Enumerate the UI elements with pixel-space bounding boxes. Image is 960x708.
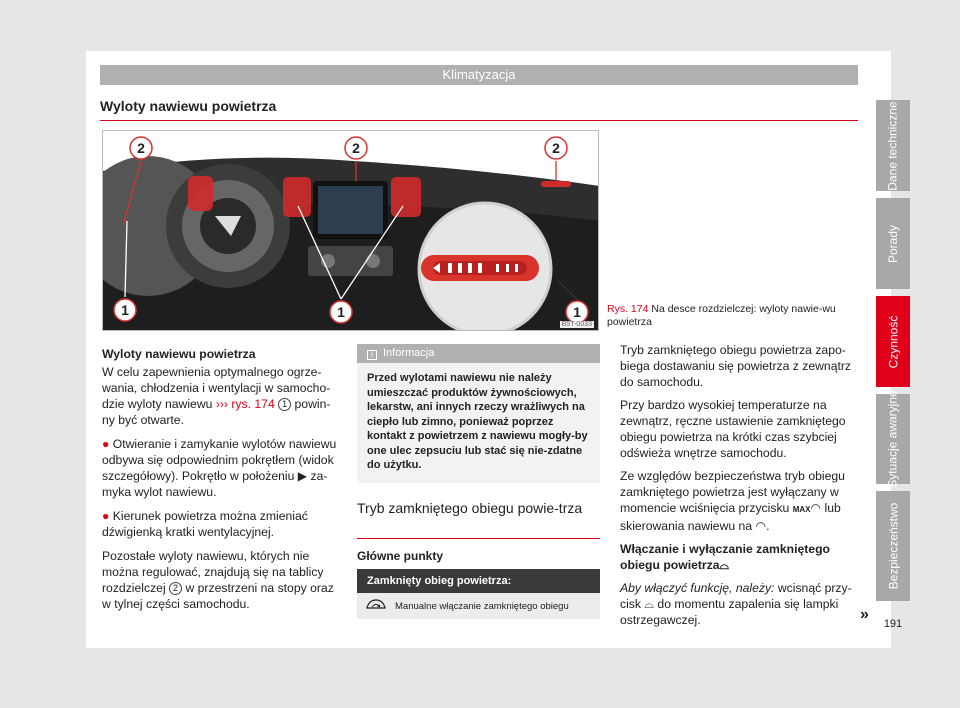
- col1-bullet-1: ● Otwieranie i zamykanie wylotów nawiewu odbywa się odpowiednim pokrętłem (widok szczegółowy). Pokrętło w położeniu ▶ za-myka wylot nawiewu.: [102, 437, 337, 499]
- tab-czynnosc[interactable]: Czynność: [876, 296, 910, 387]
- caption-text: Na desce rozdzielczej: wyloty nawie-wu powietrza: [607, 303, 836, 328]
- bullet-icon: ●: [102, 509, 110, 523]
- windshield-icon: ◠: [810, 501, 822, 515]
- title-rule: [100, 120, 858, 121]
- info-header: i Informacja: [357, 344, 600, 363]
- figure-caption: [607, 303, 857, 329]
- max-defrost-icon: MAX: [792, 505, 811, 514]
- recirculation-icon: ⌓: [719, 558, 730, 572]
- col1-heading: Wyloty nawiewu powietrza: [102, 347, 256, 361]
- col3-paragraph-2: Przy bardzo wysokiej temperaturze na zewnątrz, ręczne ustawienie zamkniętego obiegu powietrza na krótki czas szybciej odświeża wnętrze samochodu.: [620, 398, 846, 460]
- figure-link[interactable]: ››› rys. 174: [215, 397, 275, 411]
- play-triangle-icon: ▶: [297, 469, 308, 483]
- column-1: [102, 346, 342, 620]
- col3-paragraph-4: Aby włączyć funkcję, należy: wcisnąć przy-cisk ⌓ do momentu zapalenia się lampki ostrzegawczej.: [620, 581, 852, 627]
- table-row: [357, 593, 600, 619]
- col1-bullet-2: ● Kierunek powietrza można zmieniać dźwigienką kratki wentylacyjnej.: [102, 509, 308, 539]
- callout-label: 1: [121, 302, 129, 318]
- col1-paragraph-2: Pozostałe wyloty nawiewu, których nie można regulować, znajdują się na tablicy rozdzielczej 2 w przestrzeni na stopy oraz w tylnej części samochodu.: [102, 549, 334, 611]
- callout-label: 1: [337, 304, 345, 320]
- caption-ref: Rys. 174: [607, 303, 649, 315]
- callout-label: 2: [352, 140, 360, 156]
- recirculation-icon: ⌓: [644, 597, 655, 611]
- tab-sytuacje-awaryjne[interactable]: Sytuacje awaryjne: [876, 394, 910, 484]
- table-header: Zamknięty obieg powietrza:: [357, 569, 600, 593]
- info-icon: i: [367, 350, 377, 360]
- tab-dane-techniczne[interactable]: Dane techniczne: [876, 100, 910, 191]
- col3-heading: Włączanie i wyłączanie zamkniętego obiegu powietrza⌓: [620, 542, 830, 572]
- col1-paragraph-1: W celu zapewnienia optymalnego ogrze-wania, chłodzenia i wentylacji w samocho-dzie wyloty nawiewu ››› rys. 174 1 powin-ny być otwarte.: [102, 365, 331, 427]
- callout-label: 2: [552, 140, 560, 156]
- table-cell: Manualne włączanie zamkniętego obiegu: [395, 600, 569, 612]
- windshield-icon: ◠: [755, 519, 767, 533]
- bullet-icon: ●: [102, 437, 110, 451]
- tab-porady[interactable]: Porady: [876, 198, 910, 289]
- callout-ref-2: 2: [169, 582, 182, 595]
- info-body: Przed wylotami nawiewu nie należy umieszczać produktów żywnościowych, lekarstw, ani innych rzeczy wrażliwych na ciepło lub zimno, ponieważ poprzez kontakt z powietrzem z nawiewu mogły-by one ulec zepsuciu lub stać się nie-zdatne do użytku.: [367, 372, 588, 471]
- callout-ref-1: 1: [278, 398, 291, 411]
- chapter-header: Klimatyzacja: [100, 65, 858, 85]
- recirculation-icon: [357, 597, 395, 615]
- callout-label: 1: [573, 304, 581, 320]
- info-box: [357, 344, 600, 483]
- dashboard-figure: [102, 130, 599, 331]
- recirculation-title: Tryb zamkniętego obiegu powie-trza: [357, 500, 583, 516]
- figure-code: B5T-0033: [561, 321, 592, 328]
- subsection-rule: [357, 538, 600, 539]
- dashboard-illustration: [103, 131, 599, 331]
- main-points-label: Główne punkty: [357, 549, 444, 563]
- callout-label: 2: [137, 140, 145, 156]
- section-title: Wyloty nawiewu powietrza: [100, 98, 277, 114]
- column-3: [620, 342, 860, 635]
- continue-arrow-icon: »: [860, 606, 869, 623]
- tab-bezpieczenstwo[interactable]: Bezpieczeństwo: [876, 491, 910, 601]
- col3-paragraph-1: Tryb zamkniętego obiegu powietrza zapo-biega dostawaniu się powietrza z zewnątrz do samochodu.: [620, 343, 852, 389]
- col3-paragraph-3: Ze względów bezpieczeństwa tryb obiegu zamkniętego powietrza jest wyłączany w momencie wciśnięcia przycisku MAX◠ lub skierowania nawiewu na ◠.: [620, 469, 845, 533]
- page-number: 191: [883, 618, 903, 630]
